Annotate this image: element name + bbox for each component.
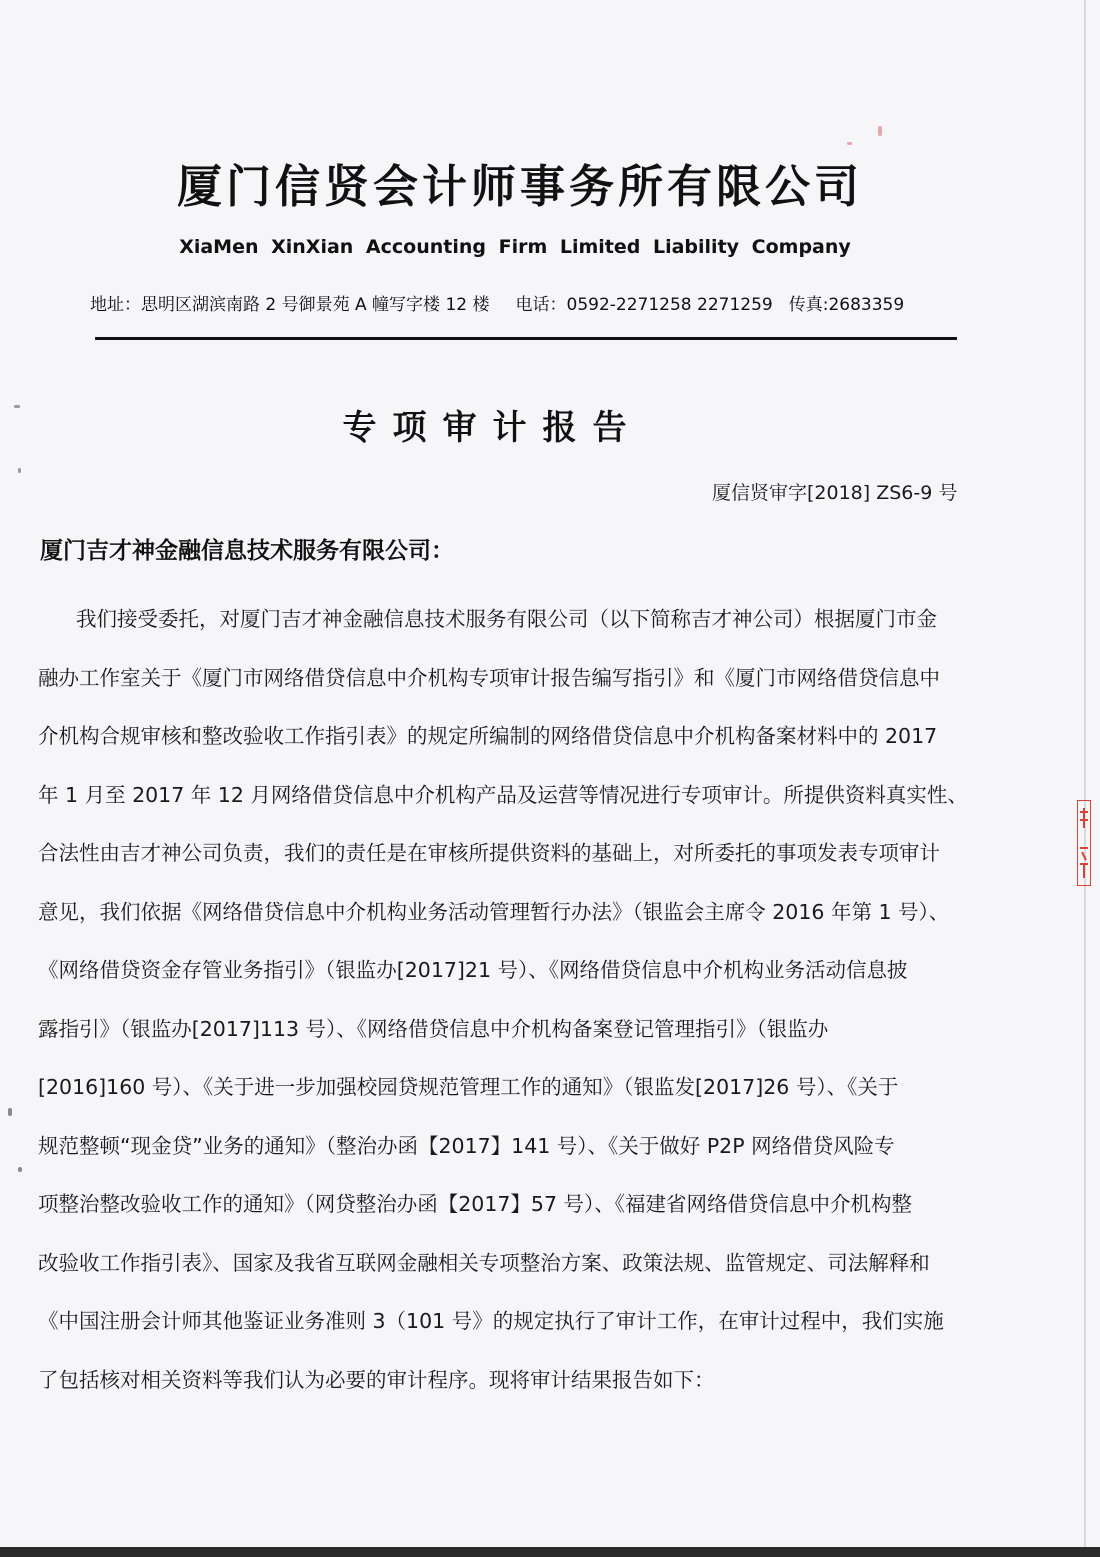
firm-name-en: XiaMen XinXian Accounting Firm Limited Liability Company	[179, 236, 851, 258]
body-line: 规范整顿“现金贷”业务的通知》（整治办函【2017】141 号）、《关于做好 P2P 网络借贷风险专	[38, 1133, 895, 1158]
scan-mark	[18, 1167, 22, 1172]
body-line: [2016]160 号）、《关于进一步加强校园贷规范管理工作的通知》（银监发[2017]26 号）、《关于	[38, 1075, 899, 1099]
scan-bottom-edge	[0, 1547, 1100, 1557]
body-line: 改验收工作指引表》、国家及我省互联网金融相关专项整治方案、政策法规、监管规定、司法解释和	[38, 1250, 930, 1275]
report-body	[38, 590, 1013, 1409]
body-line: 项整治整改验收工作的通知》（网贷整治办函【2017】57 号）、《福建省网络借贷信息中介机构整	[38, 1192, 913, 1216]
scan-mark	[847, 142, 852, 145]
firm-name-cn: 厦门信贤会计师事务所有限公司	[176, 160, 863, 213]
scan-mark	[8, 1108, 12, 1116]
body-line: 合法性由吉才神公司负责，我们的责任是在审核所提供资料的基础上，对所委托的事项发表专项审计	[38, 841, 940, 865]
body-line: 了包括核对相关资料等我们认为必要的审计程序。现将审计结果报告如下：	[38, 1367, 715, 1392]
fax-text: 传真:2683359	[788, 295, 905, 315]
addressee: 厦门吉才神金融信息技术服务有限公司：	[40, 538, 454, 564]
address-text: 地址：思明区湖滨南路 2 号御景苑 A 幢写字楼 12 楼	[90, 295, 490, 315]
document-number: 厦信贤审字[2018] ZS6-9 号	[712, 482, 958, 504]
scan-mark	[14, 405, 20, 408]
report-title: 专项审计报告	[342, 408, 643, 448]
contact-line	[90, 290, 970, 315]
body-line: 《网络借贷资金存管业务指引》（银监办[2017]21 号）、《网络借贷信息中介机构业务活动信息披	[38, 958, 908, 982]
body-line: 介机构合规审核和整改验收工作指引表》的规定所编制的网络借贷信息中介机构备案材料中的 2017	[38, 724, 938, 748]
body-line: 年 1 月至 2017 年 12 月网络借贷信息中介机构产品及运营等情况进行专项审计。所提供资料真实性、	[38, 782, 968, 807]
scan-mark	[878, 126, 882, 136]
seal-stamp-fragment	[1077, 800, 1091, 886]
phone-text: 电话：0592-2271258 2271259	[515, 295, 773, 315]
body-line: 露指引》（银监办[2017]113 号）、《网络借贷信息中介机构备案登记管理指引》（银监办	[38, 1016, 829, 1041]
letterhead-divider	[95, 337, 957, 340]
scan-mark	[18, 468, 21, 473]
body-line: 意见，我们依据《网络借贷信息中介机构业务活动管理暂行办法》（银监会主席令 2016 年第 1 号）、	[38, 899, 950, 924]
body-line: 我们接受委托，对厦门吉才神金融信息技术服务有限公司（以下简称吉才神公司）根据厦门市金	[76, 607, 937, 631]
body-line: 融办工作室关于《厦门市网络借贷信息中介机构专项审计报告编写指引》和《厦门市网络借贷信息中	[38, 665, 940, 690]
page-edge	[1084, 0, 1086, 1557]
body-line: 《中国注册会计师其他鉴证业务准则 3（101 号》的规定执行了审计工作，在审计过程中，我们实施	[38, 1309, 944, 1333]
